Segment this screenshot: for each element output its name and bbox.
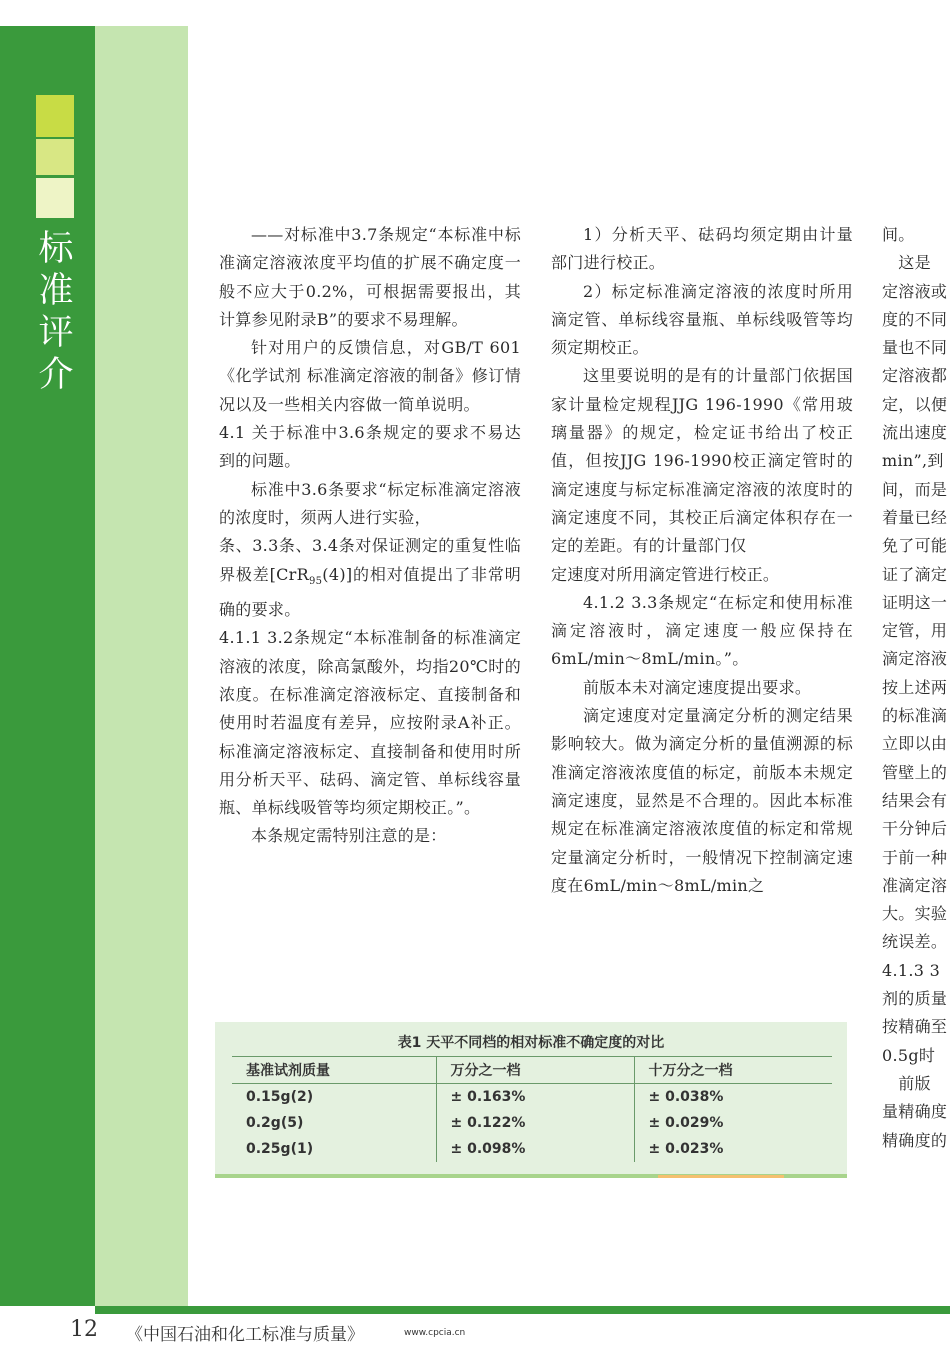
text-line: 度的不同 <box>882 309 948 329</box>
journal-title: 《中国石油和化工标准与质量》 <box>126 1325 364 1345</box>
table-accent-bar <box>658 1175 784 1178</box>
text-line: 定，以便 <box>882 394 948 414</box>
section-label: 标准评介 <box>38 229 74 395</box>
table-header-cell: 十万分之一档 <box>634 1057 832 1084</box>
page-number: 12 <box>70 1317 98 1342</box>
decor-square <box>36 95 74 137</box>
table-cell: ± 0.163% <box>436 1084 634 1111</box>
text-column-2 <box>551 221 853 900</box>
comparison-table <box>232 1056 832 1162</box>
table-header-row <box>232 1057 832 1084</box>
text-line: 于前一种 <box>882 847 948 867</box>
subscript: 95 <box>308 575 323 587</box>
text-line: 准滴定溶 <box>882 875 948 895</box>
text-line: 这是 <box>882 253 931 273</box>
text-line: 量精确度 <box>882 1102 948 1122</box>
table-title: 表1 天平不同档的相对标准不确定度的对比 <box>397 1035 665 1051</box>
text-line: 0.5g时 <box>882 1045 936 1065</box>
paragraph: 这里要说明的是有的计量部门依据国家计量检定规程JJG 196-1990《常用玻璃量器》的规定，检定证书给出了校正值，但按JJG 196-1990校正滴定管时的滴定速度与标定标准滴定溶液的浓度时的滴定速度不同，其校正后滴定体积存在一定的差距。有的计量部门仅 <box>551 366 853 556</box>
text-line: 量也不同 <box>882 338 948 358</box>
text-line: 滴定溶液 <box>882 649 948 669</box>
paragraph-text: (4)]的相对值提出了非常明确的要求。 <box>219 564 522 620</box>
footer-bar <box>95 1306 950 1314</box>
paragraph: 针对用户的反馈信息，对GB/T 601《化学试剂 标准滴定溶液的制备》修订情况以及一些相关内容做一简单说明。 <box>219 338 521 414</box>
paragraph: 1）分析天平、砝码均须定期由计量部门进行校正。 <box>551 225 853 273</box>
text-line: 间。 <box>882 225 915 244</box>
sidebar-band <box>0 26 95 1306</box>
paragraph-text: 条、3.3条、3.4条对保证测定的重复性临界极差[CrR <box>219 536 521 584</box>
table-cell: 0.2g(5) <box>246 1115 304 1131</box>
text-column-3 <box>882 221 950 1155</box>
text-line: 大。实验 <box>882 904 948 924</box>
text-line: 的标准滴 <box>882 706 948 726</box>
table-cell: ± 0.038% <box>634 1084 832 1111</box>
text-line: 剂的质量 <box>882 989 948 1009</box>
paragraph: ——对标准中3.7条规定“本标准中标准滴定溶液浓度平均值的扩展不确定度一般不应大于0.2%，可根据需要报出，其计算参见附录B”的要求不易理解。 <box>219 225 521 329</box>
text-line: 管壁上的 <box>882 762 948 782</box>
paragraph: 4.1.2 3.3条规定“在标定和使用标准滴定溶液时，滴定速度一般应保持在6mL/min～8mL/min。”。 <box>551 592 853 669</box>
paragraph: 2）标定标准滴定溶液的浓度时所用滴定管、单标线容量瓶、单标线吸管等均须定期校正。 <box>551 281 853 358</box>
paragraph: 本条规定需特别注意的是： <box>251 826 447 846</box>
text-line: 按上述两 <box>882 677 948 697</box>
text-line: 免了可能 <box>882 536 948 556</box>
paragraph: 滴定速度对定量滴定分析的测定结果影响较大。做为滴定分析的量值溯源的标准滴定溶液浓度值的标定，前版本未规定滴定速度，显然是不合理的。因此本标准规定在标准滴定溶液浓度值的标定和常规定量滴定分析时，一般情况下控制滴定速度在6mL/min～8mL/min之 <box>551 706 853 895</box>
text-line: 间，而是 <box>882 479 948 499</box>
text-column-1 <box>219 221 521 851</box>
text-line: 前版 <box>882 1073 931 1093</box>
table-cell: 0.15g(2) <box>246 1089 314 1105</box>
text-line: 统误差。 <box>882 932 948 952</box>
text-line: 着量已经 <box>882 507 948 527</box>
paragraph: 标准中3.6条要求“标定标准滴定溶液的浓度时，须两人进行实验， <box>219 479 521 527</box>
table-cell: 0.25g(1) <box>246 1141 314 1157</box>
table-cell: ± 0.098% <box>436 1136 634 1162</box>
text-line: 精确度的 <box>882 1130 948 1150</box>
text-line: 按精确至 <box>882 1017 948 1037</box>
decor-square <box>36 178 74 218</box>
text-line: 立即以由 <box>882 734 948 754</box>
text-line: 结果会有 <box>882 790 948 810</box>
table-cell: ± 0.023% <box>634 1136 832 1162</box>
text-line: 定溶液或 <box>882 281 948 301</box>
paragraph: 定速度对所用滴定管进行校正。 <box>551 564 780 584</box>
decor-square <box>36 139 74 175</box>
text-line: min”,到 <box>882 451 944 471</box>
table-row <box>232 1136 832 1162</box>
text-line: 定管，用 <box>882 621 948 641</box>
journal-url[interactable]: www.cpcia.cn <box>404 1328 466 1338</box>
text-line: 定溶液都 <box>882 366 948 386</box>
text-line: 干分钟后 <box>882 819 948 839</box>
table-figure <box>215 1022 847 1174</box>
table-cell: ± 0.029% <box>634 1110 832 1136</box>
table-row <box>232 1110 832 1136</box>
paragraph: 4.1 关于标准中3.6条规定的要求不易达到的问题。 <box>219 423 521 471</box>
paragraph: 4.1.1 3.2条规定“本标准制备的标准滴定溶液的浓度，除高氯酸外，均指20℃时的浓度。在标准滴定溶液标定、直接制备和使用时若温度有差异，应按附录A补正。标准滴定溶液标定、直接制备和使用时所用分析天平、砝码、滴定管、单标线容量瓶、单标线吸管等均须定期校正。”。 <box>219 628 521 818</box>
sidebar-light-band <box>95 26 188 1306</box>
text-line: 4.1.3 3 <box>882 960 941 980</box>
text-line: 流出速度 <box>882 423 948 443</box>
paragraph: 前版本未对滴定速度提出要求。 <box>583 677 812 697</box>
table-cell: ± 0.122% <box>436 1110 634 1136</box>
paragraph <box>219 532 521 624</box>
table-header-cell: 万分之一档 <box>436 1057 634 1084</box>
text-line: 证明这一 <box>882 592 948 612</box>
table-header-cell: 基准试剂质量 <box>246 1063 330 1079</box>
text-line: 证了滴定 <box>882 564 948 584</box>
table-row <box>232 1084 832 1111</box>
